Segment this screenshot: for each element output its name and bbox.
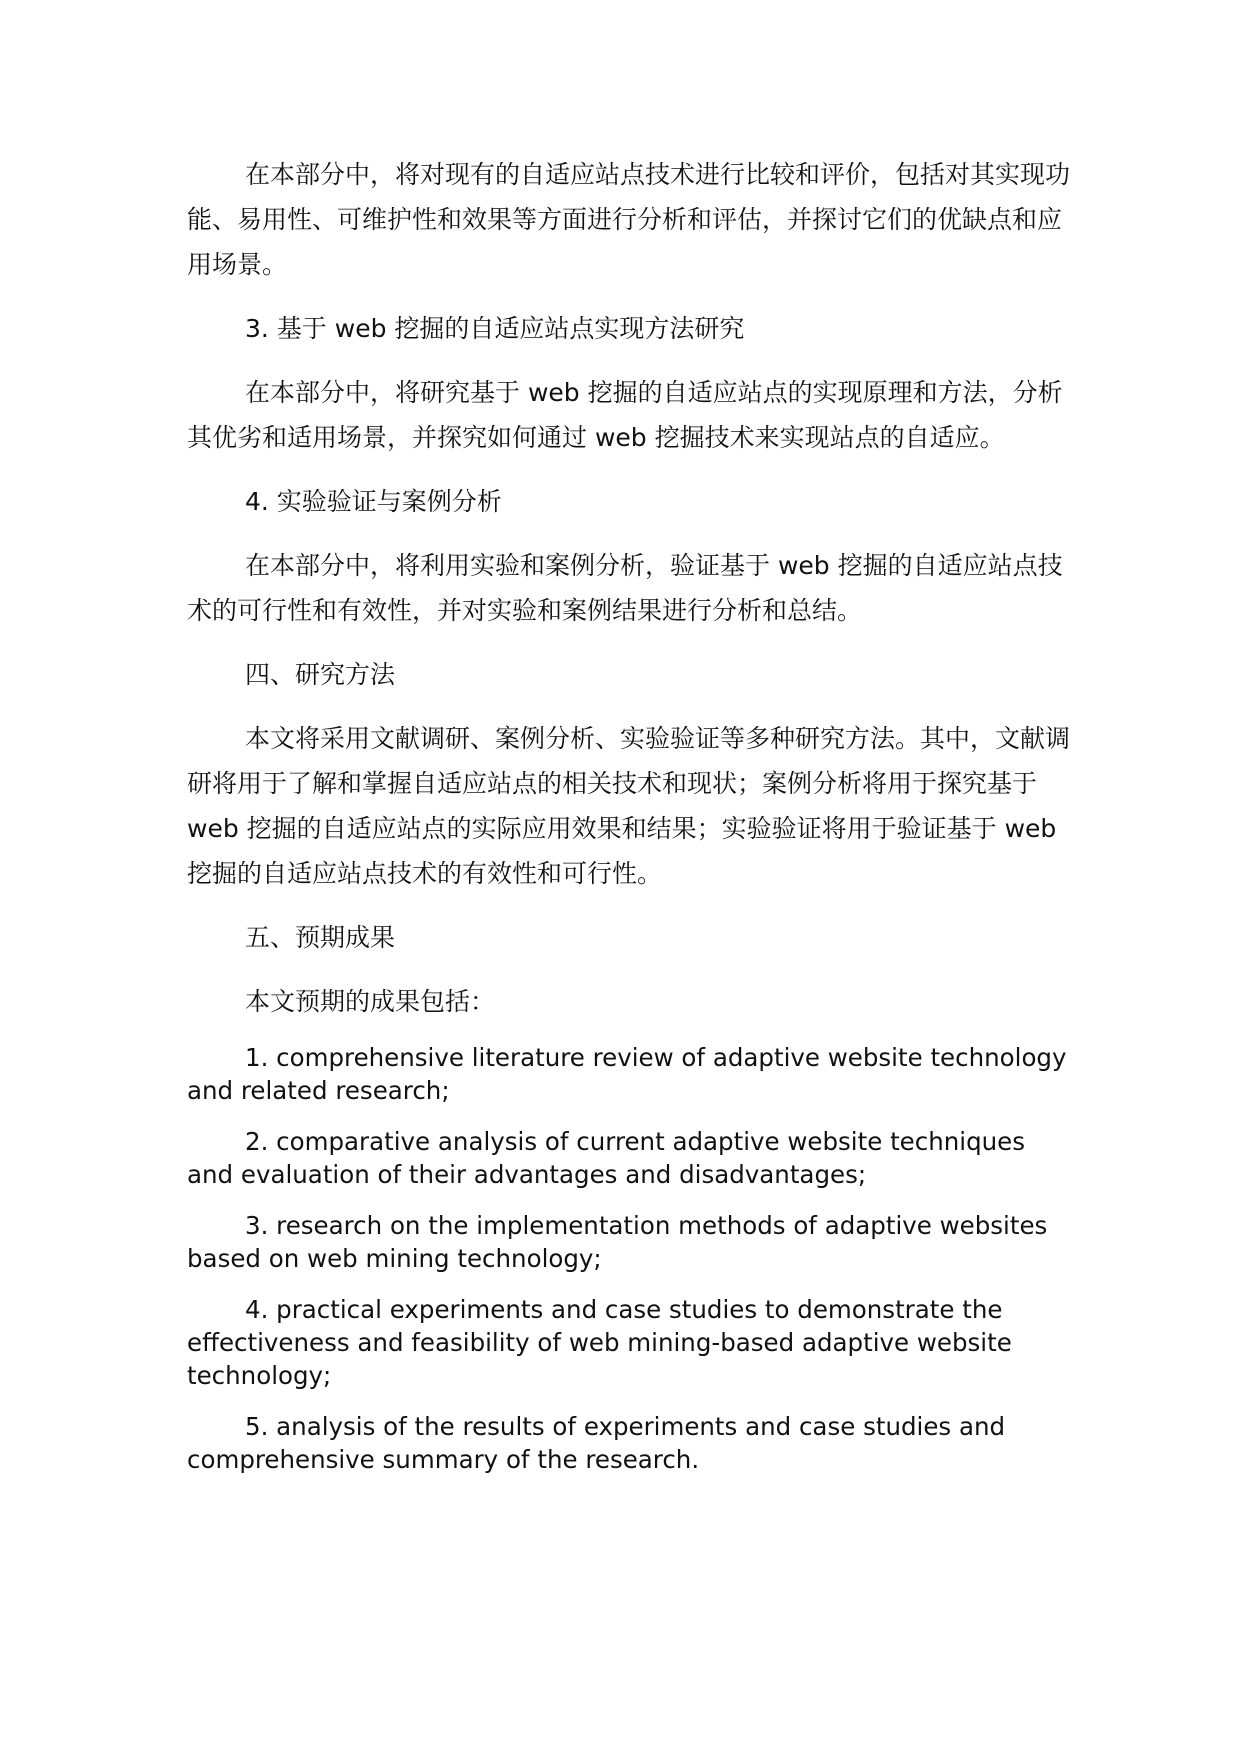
paragraph-comparison-evaluation: 在本部分中，将对现有的自适应站点技术进行比较和评价，包括对其实现功能、易用性、可维护性和效果等方面进行分析和评估，并探讨它们的优缺点和应用场景。	[187, 160, 1071, 279]
section-heading-experiments: 4. 实验验证与案例分析	[245, 487, 502, 516]
paragraph-experiments: 在本部分中，将利用实验和案例分析，验证基于 web 挖掘的自适应站点技术的可行性和有效性，并对实验和案例结果进行分析和总结。	[187, 551, 1063, 625]
paragraph-research-methods: 本文将采用文献调研、案例分析、实验验证等多种研究方法。其中，文献调研将用于了解和掌握自适应站点的相关技术和现状；案例分析将用于探究基于 web 挖掘的自适应站点的实际应用效果和结果；实验验证将用于验证基于 web 挖掘的自适应站点技术的有效性和可行性。	[187, 724, 1071, 888]
list-item-result-1: 1. comprehensive literature review of adaptive website technology and related research;	[187, 1043, 1067, 1105]
document-body	[187, 152, 1077, 1494]
paragraph-expected-results-intro: 本文预期的成果包括：	[245, 987, 496, 1016]
list-item-result-4: 4. practical experiments and case studies to demonstrate the effectiveness and feasibility of web mining-based adaptive website technology;	[187, 1295, 1012, 1390]
section-heading-implementation-methods: 3. 基于 web 挖掘的自适应站点实现方法研究	[245, 314, 745, 343]
list-item-result-3: 3. research on the implementation methods of adaptive websites based on web mining technology;	[187, 1211, 1048, 1273]
section-heading-expected-results: 五、预期成果	[245, 923, 396, 952]
list-item-result-2: 2. comparative analysis of current adaptive website techniques and evaluation of their advantages and disadvantages;	[187, 1127, 1026, 1189]
paragraph-implementation-methods: 在本部分中，将研究基于 web 挖掘的自适应站点的实现原理和方法，分析其优劣和适用场景，并探究如何通过 web 挖掘技术来实现站点的自适应。	[187, 378, 1063, 452]
list-item-result-5: 5. analysis of the results of experiments and case studies and comprehensive summary of the research.	[187, 1412, 1006, 1474]
section-heading-research-methods: 四、研究方法	[245, 660, 396, 689]
